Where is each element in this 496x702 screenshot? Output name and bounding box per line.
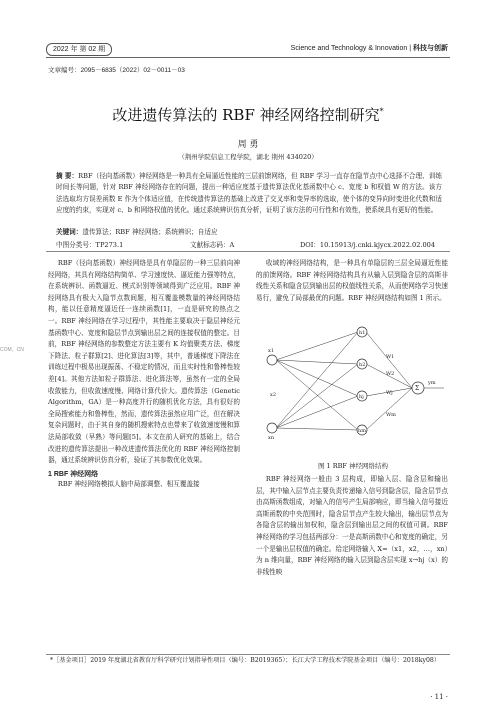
journal-header bbox=[291, 43, 448, 53]
right-column-top: 收域的神经网络结构，是一种具有单隐层的三层全局逼近性能的前馈网络。RBF 神经网络结构具有从输入层到隐含层的高斯非线性关系和隐含层到输出层的权值线性关系，从而使网络学习快速易行，避免了局部最优的问题。RBF 神经网络结构如图 1 所示。 bbox=[256, 259, 448, 302]
clc-number: 中图分类号：TP273.1 bbox=[56, 241, 124, 249]
input-label-x2: x2 bbox=[270, 392, 277, 398]
input-node-xn bbox=[267, 423, 277, 433]
abstract-text: RBF（径向基函数）神经网络是一种具有全局逼近性能的三层前馈网络，但 RBF 学习一直存在隐节点中心选择不合理、训练时间长等问题，针对 RBF 神经网络存在的问题，提出一种适应度基于遗传算法优化基函数中心 c、宽度 b 和权值 W 的方法。该方法选取均方误差函数 E 作为个体适应值，在传统遗传算法的基础上改进了交叉率和变异率的选取，使个体的变异向时变进化代数和适应度的约束，实现对 c、b 和网络权值的优化。通过系统辨识仿真分析，证明了该方法的可行性和有效性，使系统具有更好的性能。 bbox=[56, 172, 442, 214]
left-column bbox=[48, 258, 240, 490]
input-label-x1: x1 bbox=[268, 348, 275, 354]
article-number: 文章编号：2095－6835（2022）02－0011－03 bbox=[48, 67, 185, 74]
header-divider: | bbox=[409, 45, 413, 52]
issue-badge: 2022 年 第 02 期 bbox=[46, 43, 112, 56]
paper-title bbox=[0, 104, 496, 125]
author: 周 勇 bbox=[237, 140, 259, 150]
doi: DOI：10.15913/j.cnki.kjycx.2022.02.004 bbox=[300, 241, 436, 249]
abstract bbox=[56, 171, 442, 216]
right-column-bottom: RBF 神经网络一般由 3 层构成，即输入层、隐含层和输出层，其中输入层节点主要负责传递输入信号到隐含层，隐含层节点由高斯函数组成，对输入的信号产生局部响应，即当输入信号接近高斯函数的中央范围时，隐含层节点产生较大输出，输出层节点为各隐含层的输出加权和，隐含层到输出层之间的权值可调。RBF 神经网络的学习包括两部分：一是高斯函数中心和宽度的确定，另一个是输出层权值的确定。给定网络输入 X=（x1，x2，…，xn）为 n 维向量，RBF 神经网络的输入层到隐含层实现 x→hj（x）的非线性映 bbox=[256, 475, 448, 576]
abstract-label: 摘 要： bbox=[56, 172, 79, 180]
figure-caption: 图 1 RBF 神经网络结构 bbox=[317, 462, 388, 470]
connections bbox=[276, 332, 444, 430]
hidden-label-h1: h1 bbox=[359, 330, 366, 336]
journal-section: 科技与创新 bbox=[413, 45, 448, 52]
keywords-label: 关键词： bbox=[56, 228, 83, 236]
input-node-x1 bbox=[267, 355, 277, 365]
title-footnote-mark: * bbox=[379, 107, 384, 116]
section-paragraph: RBF 神经网络模拟人脑中局部调整、相互覆盖接 bbox=[57, 479, 200, 488]
side-watermark: COM，CN bbox=[0, 347, 24, 353]
affiliation: （荆州学院信息工程学院，湖北 荆州 434020） bbox=[178, 153, 318, 161]
hidden-label-h2: h2 bbox=[359, 362, 366, 368]
meta-rule bbox=[46, 251, 450, 252]
hidden-label-hm: hm bbox=[358, 428, 366, 434]
header-rule bbox=[46, 57, 450, 58]
input-label-xn: xn bbox=[268, 435, 275, 441]
output-label: ym bbox=[428, 380, 436, 386]
footnote-rule bbox=[46, 654, 450, 655]
journal-name: Science and Technology & Innovation bbox=[290, 45, 408, 52]
rbf-network-figure bbox=[258, 318, 448, 458]
hidden-label-hj: hj bbox=[359, 394, 364, 400]
section-heading: 1 RBF 神经网络 bbox=[48, 470, 99, 478]
document-code: 文献标志码：A bbox=[190, 241, 235, 249]
footnote: *［基金项目］2019 年度湖北省教育厅科学研究计划指导性项目（编号：B2019365）；长江大学工程技术学院基金项目（编号：2018ky08） bbox=[50, 657, 441, 664]
intro-paragraph: RBF（径向基函数）神经网络是具有单隐层的一种三层前向神经网络，其具有网络结构简单、学习速度快、逼近能力强等特点，在系统辨识、函数逼近、模式识别等领域得到广泛应用。RBF 神经网络具有极大入隐节点数间题，相互覆盖模数量的神经网络结构，能以任意精度逼近任一连续函数[1]，一直是研究的热点之一。RBF 神经网络在学习过程中，其性能主要取决于隐层神经元基函数中心、宽度和隐层节点到输出层之间的连接权值的整定。目前，RBF 神经网络的参数整定方法主要有 K 均值聚类方法、梯度下降法、粒子群算[2]、进化算法[3]等，其中，普通梯度下降法在训练过程中极易出现振荡、不稳定的情况，而且实时性和鲁棒性较差[4]。其他方法如粒子群算法、进化算法等，虽然有一定的全局收敛能力，但收敛速度慢、网络计算代价大。遗传算法（Genetic Algorithm，GA）是一种高度并行的随机优化方法，具有很好的全局搜索能力和鲁棒性，然而，遗传算法虽然应用广泛，但在解决复杂问题时，由于其自身的随机搜索特点也带来了收敛速度慢和算法局部收敛（早熟）等问题[5]。本文在前人研究的基础上，结合改进的遗传算法提出一种改进遗传算法优化的 RBF 神经网络控制器，通过系统辨识仿真分析，验证了其参数优化效果。 bbox=[48, 259, 240, 465]
keywords bbox=[56, 226, 218, 236]
weight-label-wj: Wj bbox=[386, 390, 393, 396]
title-text: 改进遗传算法的 RBF 神经网络控制研究 bbox=[112, 106, 380, 124]
output-sigma: Σ bbox=[415, 385, 420, 392]
weight-label-w1: W1 bbox=[386, 354, 395, 360]
page-number: · 11 · bbox=[430, 693, 448, 701]
keywords-text: 遗传算法；RBF 神经网络；系统辨识；自适应 bbox=[82, 228, 218, 236]
weight-label-w2: W2 bbox=[386, 371, 395, 377]
weight-label-wm: Wm bbox=[386, 412, 396, 418]
